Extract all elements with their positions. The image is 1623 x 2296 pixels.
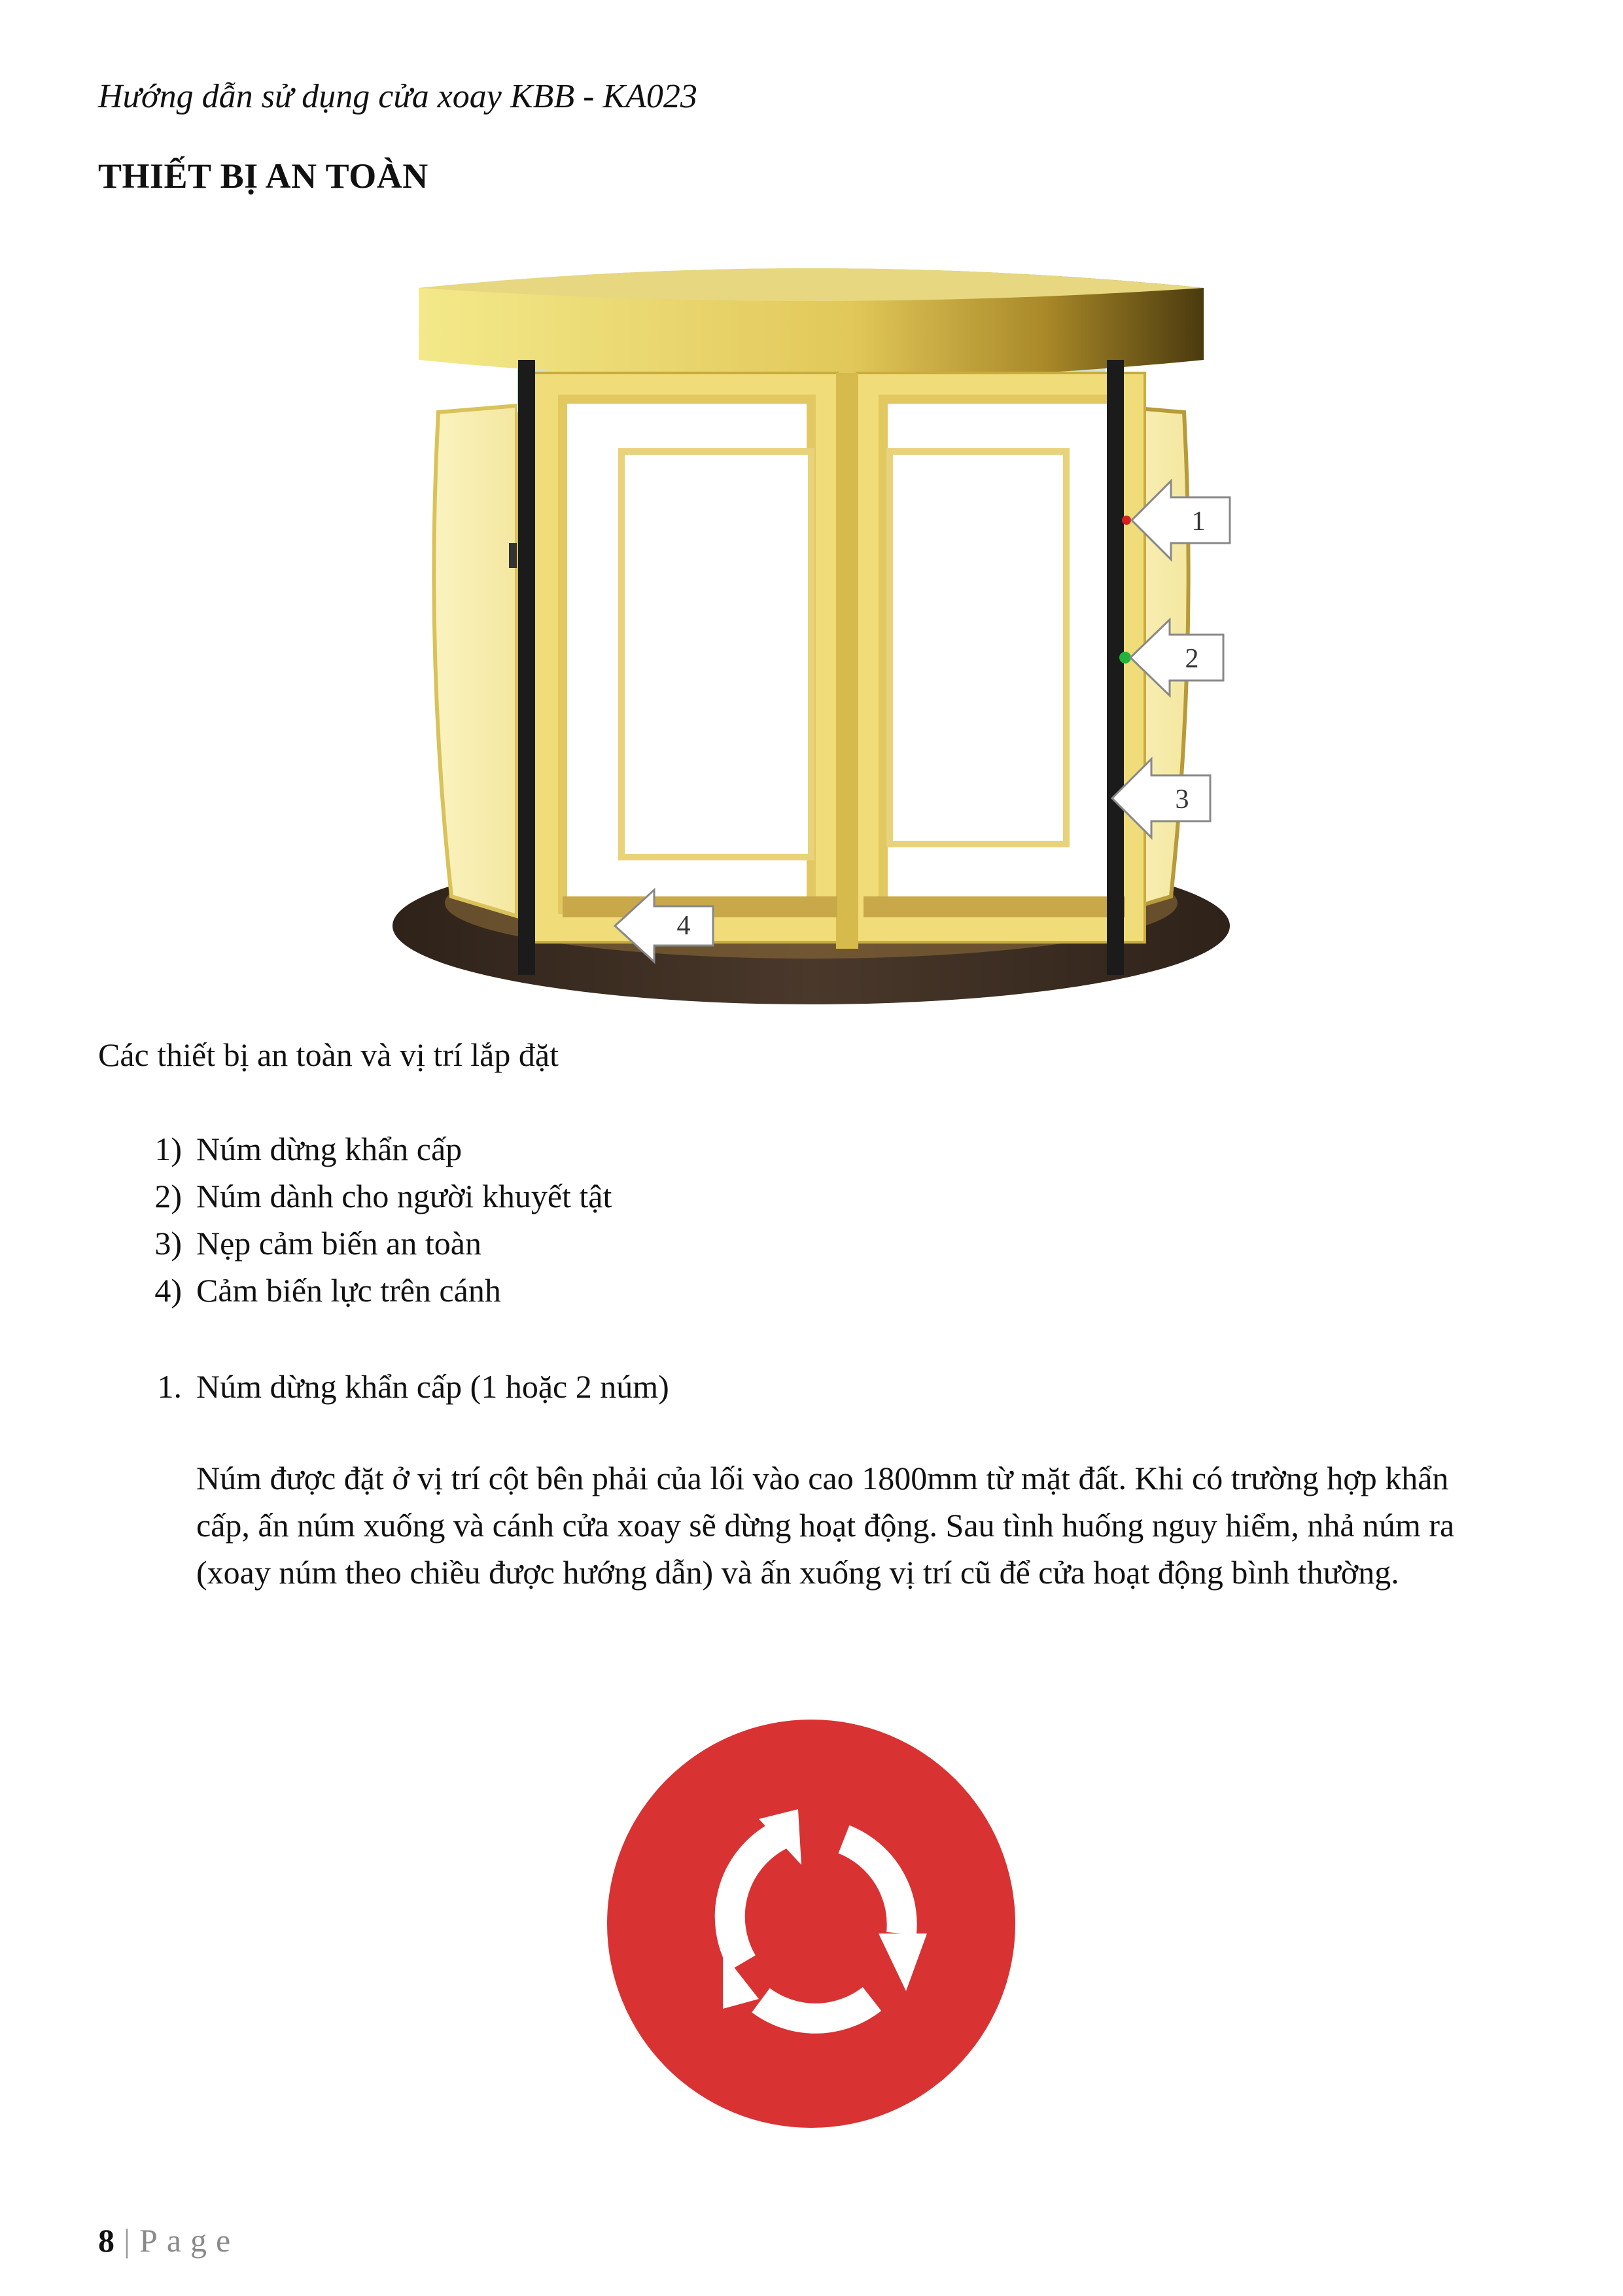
emergency-stop-button-marker (1122, 516, 1131, 525)
page-number: 8 (98, 2222, 114, 2259)
page-label: Page (139, 2222, 240, 2259)
page-footer (98, 2221, 239, 2259)
callout-2-label: 2 (1185, 644, 1199, 674)
list-item: 1) Núm dừng khẩn cấp (154, 1131, 462, 1167)
footer-separator: | (124, 2222, 131, 2259)
list-item: 3) Nẹp cảm biến an toàn (154, 1225, 481, 1262)
revolving-door-figure (366, 236, 1256, 1008)
device-list (98, 1125, 612, 1314)
callout-4-label: 4 (676, 911, 691, 941)
section-1-paragraph: Núm được đặt ở vị trí cột bên phải của lối vào cao 1800mm từ mặt đất. Khi có trường hợp khẩn cấp, ấn núm xuống và cánh cửa xoay sẽ dừng hoạt động. Sau tình huống nguy hiểm, nhả núm ra (xoay núm theo chiều được hướng dẫn) và ấn xuống vị trí cũ để cửa hoạt động bình thường. (196, 1460, 1455, 1591)
document-header: Hướng dẫn sử dụng cửa xoay KBB - KA023 (98, 78, 697, 115)
list-item: 2) Núm dành cho người khuyết tật (154, 1178, 612, 1214)
section-title: THIẾT BỊ AN TOÀN (98, 156, 428, 196)
callout-3-label: 3 (1175, 785, 1189, 815)
callout-1-label: 1 (1191, 506, 1206, 537)
intro-text: Các thiết bị an toàn và vị trí lắp đặt (98, 1036, 559, 1073)
section-heading-text: Núm dừng khẩn cấp (1 hoặc 2 núm) (196, 1368, 669, 1405)
emergency-stop-rotate-icon (605, 1718, 1017, 2130)
section-1-heading (98, 1368, 669, 1405)
list-item: 4) Cảm biến lực trên cánh (154, 1272, 501, 1309)
section-number: 1. (157, 1368, 182, 1405)
